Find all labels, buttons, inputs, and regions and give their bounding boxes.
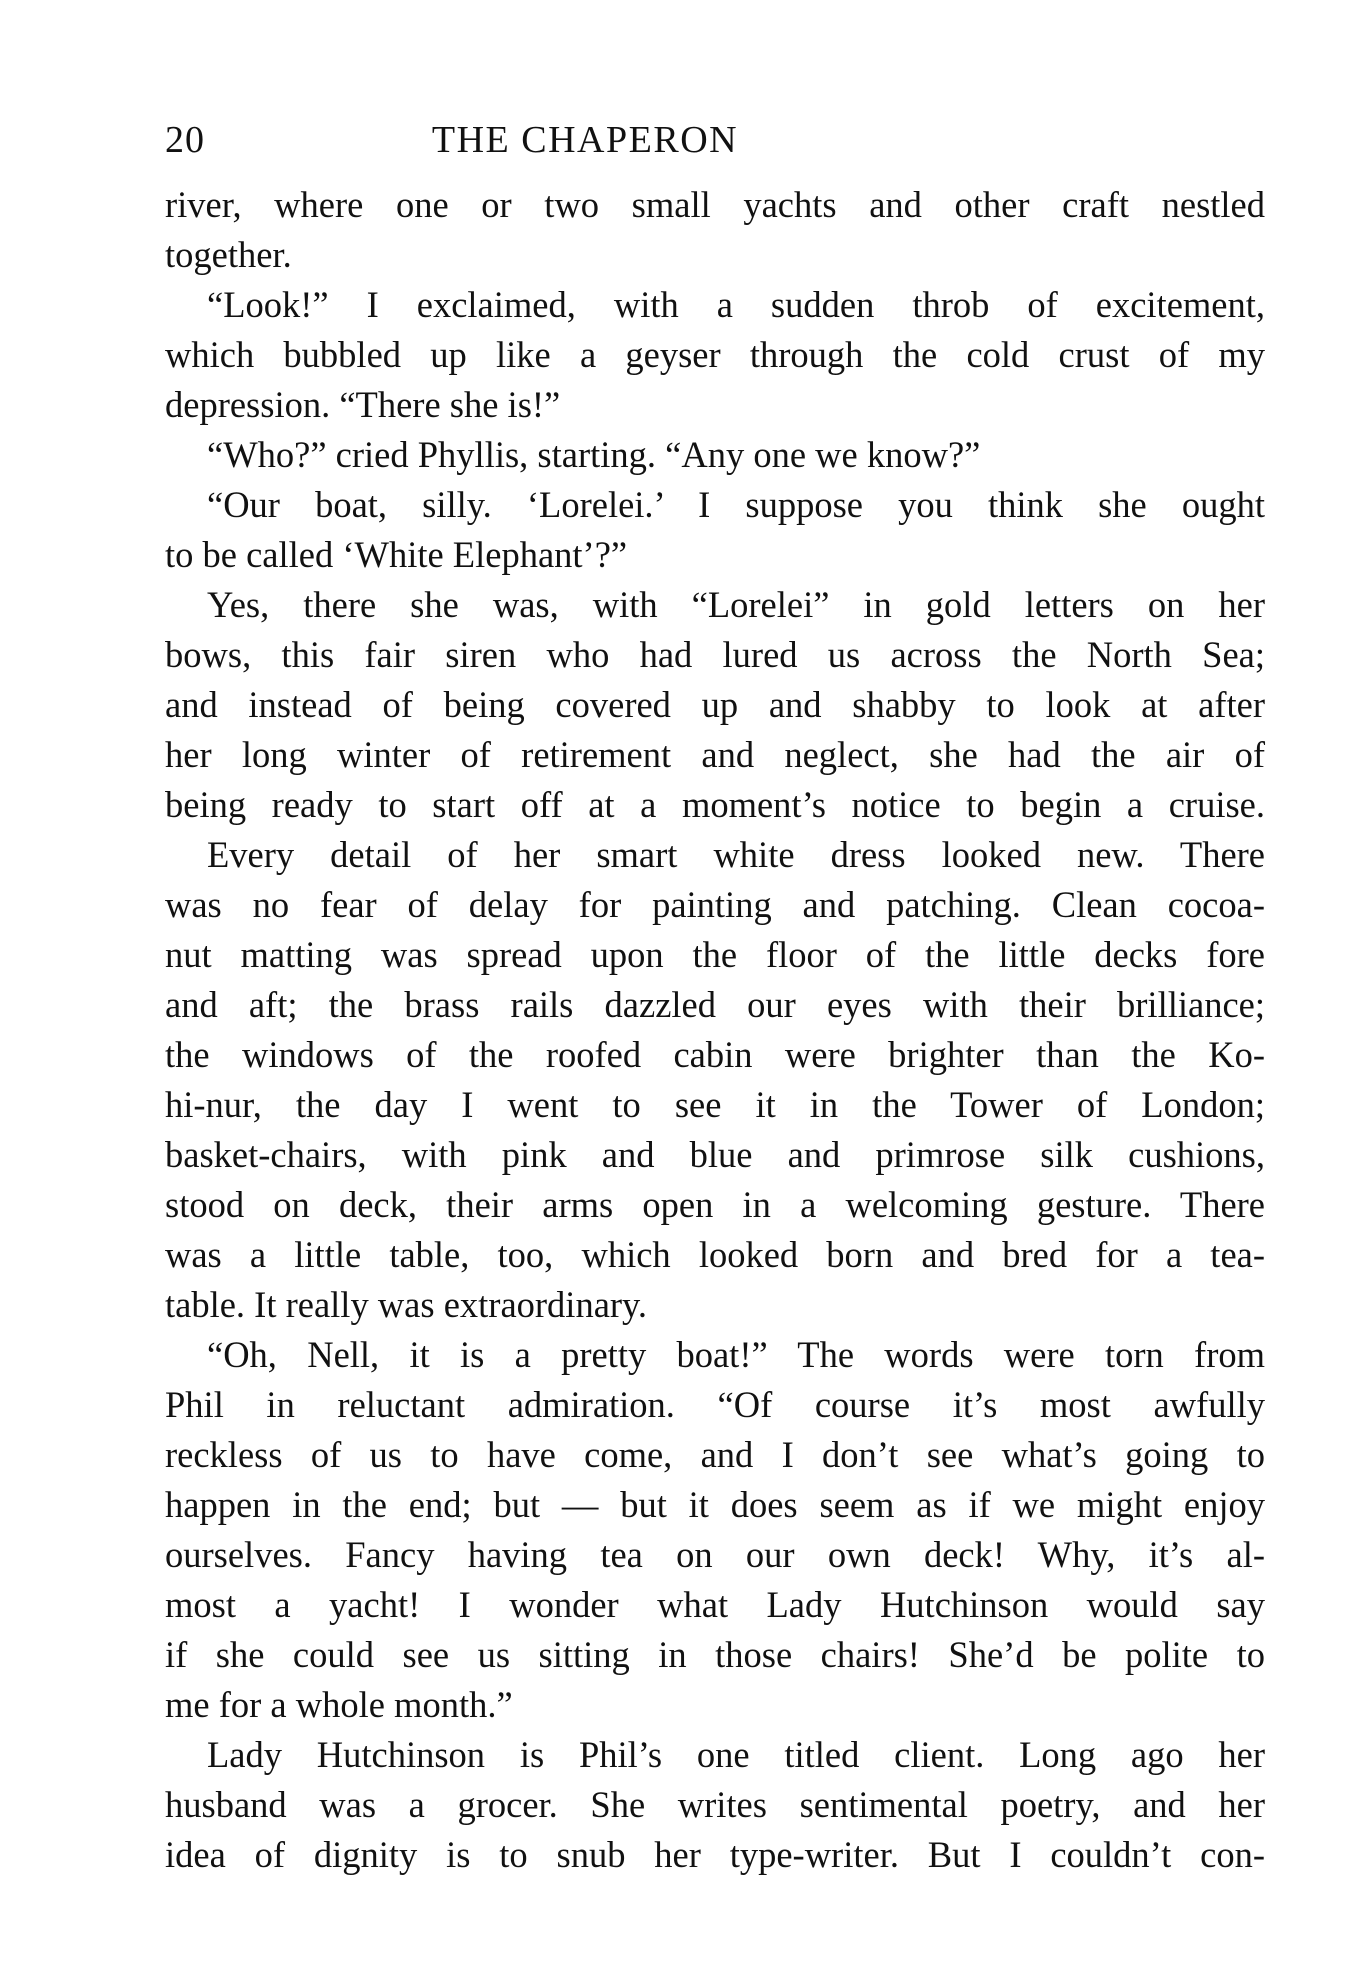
running-head <box>165 110 1265 170</box>
text-line: stood on deck, their arms open in a welcoming gesture. There <box>165 1184 1265 1225</box>
text-line: ourselves. Fancy having tea on our own deck! Why, it’s al- <box>165 1534 1265 1575</box>
text-line: which bubbled up like a geyser through the cold crust of my <box>165 334 1265 375</box>
text-line: Lady Hutchinson is Phil’s one titled client. Long ago her <box>207 1734 1265 1775</box>
text-line: and instead of being covered up and shabby to look at after <box>165 684 1265 725</box>
text-line: Yes, there she was, with “Lorelei” in gold letters on her <box>207 584 1265 625</box>
text-line: and aft; the brass rails dazzled our eyes with their brilliance; <box>165 984 1265 1025</box>
text-line: if she could see us sitting in those chairs! She’d be polite to <box>165 1634 1265 1675</box>
text-line: “Look!” I exclaimed, with a sudden throb of excitement, <box>207 284 1265 325</box>
text-line: basket-chairs, with pink and blue and primrose silk cushions, <box>165 1134 1265 1175</box>
text-line: the windows of the roofed cabin were brighter than the Ko- <box>165 1034 1265 1075</box>
text-line: idea of dignity is to snub her type-writer. But I couldn’t con- <box>165 1834 1265 1875</box>
text-line: was no fear of delay for painting and patching. Clean cocoa- <box>165 884 1265 925</box>
text-line: “Our boat, silly. ‘Lorelei.’ I suppose you think she ought <box>207 484 1265 525</box>
text-line: to be called ‘White Elephant’?” <box>165 534 628 575</box>
text-line: Phil in reluctant admiration. “Of course it’s most awfully <box>165 1384 1265 1425</box>
text-line: nut matting was spread upon the floor of the little decks fore <box>165 934 1265 975</box>
text-line: depression. “There she is!” <box>165 384 561 425</box>
text-line: happen in the end; but — but it does seem as if we might enjoy <box>165 1484 1265 1525</box>
text-line: hi-nur, the day I went to see it in the Tower of London; <box>165 1084 1265 1125</box>
text-line: reckless of us to have come, and I don’t see what’s going to <box>165 1434 1265 1475</box>
body-text <box>165 180 1265 1880</box>
text-line: river, where one or two small yachts and other craft nestled <box>165 184 1265 225</box>
text-line: table. It really was extraordinary. <box>165 1284 648 1325</box>
text-line: was a little table, too, which looked born and bred for a tea- <box>165 1234 1265 1275</box>
text-line: most a yacht! I wonder what Lady Hutchinson would say <box>165 1584 1265 1625</box>
running-title: THE CHAPERON <box>431 119 739 161</box>
text-line: being ready to start off at a moment’s notice to begin a cruise. <box>165 784 1265 825</box>
text-line: bows, this fair siren who had lured us across the North Sea; <box>165 634 1265 675</box>
text-line: Every detail of her smart white dress looked new. There <box>207 834 1265 875</box>
page-number: 20 <box>165 119 205 161</box>
text-line: “Who?” cried Phyllis, starting. “Any one we know?” <box>207 434 981 475</box>
text-line: “Oh, Nell, it is a pretty boat!” The words were torn from <box>207 1334 1265 1375</box>
text-line: her long winter of retirement and neglect, she had the air of <box>165 734 1265 775</box>
text-line: husband was a grocer. She writes sentimental poetry, and her <box>165 1784 1265 1825</box>
text-line: together. <box>165 234 292 275</box>
text-line: me for a whole month.” <box>165 1684 513 1725</box>
